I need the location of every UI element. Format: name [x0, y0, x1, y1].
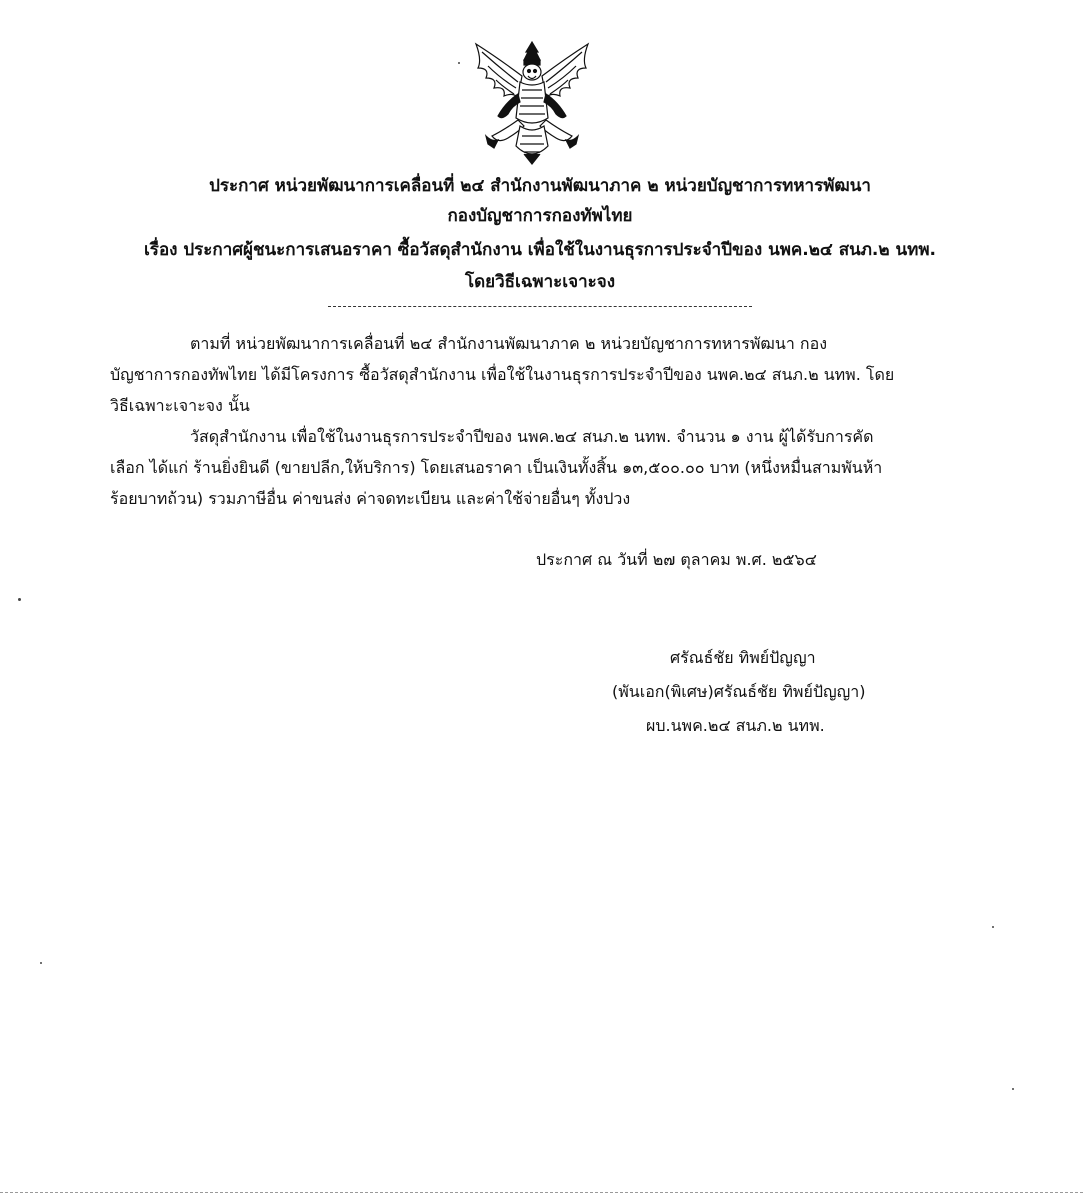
scan-edge — [0, 1192, 1083, 1193]
heading-method: โดยวิธีเฉพาะเจาะจง — [464, 272, 616, 292]
paragraph-2-line-3: ร้อยบาทถ้วน) รวมภาษีอื่น ค่าขนส่ง ค่าจดทะเบียน และค่าใช้จ่ายอื่นๆ ทั้งปวง — [110, 489, 631, 508]
heading-line-2: กองบัญชาการกองทัพไทย — [447, 206, 633, 226]
paragraph-1-line-2: บัญชาการกองทัพไทย ได้มีโครงการ ซื้อวัสดุสำนักงาน เพื่อใช้ในงานธุรการประจำปีของ นพค.๒๔ สนภ.๒ นทพ. โดย — [110, 365, 895, 384]
signatory-full-name: (พันเอก(พิเศษ)ศรัณธ์ชัย ทิพย์ปัญญา) — [612, 682, 866, 701]
signatory-position: ผบ.นพค.๒๔ สนภ.๒ นทพ. — [646, 716, 825, 735]
paragraph-2-line-2: เลือก ได้แก่ ร้านยิ่งยินดี (ขายปลีก,ให้บริการ) โดยเสนอราคา เป็นเงินทั้งสิ้น ๑๓,๕๐๐.๐๐ บาท (หนึ่งหมื่นสามพันห้า — [110, 458, 883, 477]
scan-speck — [1012, 1088, 1014, 1090]
heading-subject: เรื่อง ประกาศผู้ชนะการเสนอราคา ซื้อวัสดุสำนักงาน เพื่อใช้ในงานธุรการประจำปีของ นพค.๒๔ สนภ.๒ นทพ. — [144, 240, 936, 260]
paragraph-2-line-1: วัสดุสำนักงาน เพื่อใช้ในงานธุรการประจำปีของ นพค.๒๔ สนภ.๒ นทพ. จำนวน ๑ งาน ผู้ได้รับการคัด — [190, 427, 874, 446]
scan-speck — [992, 926, 994, 928]
heading-line-1: ประกาศ หน่วยพัฒนาการเคลื่อนที่ ๒๔ สำนักงานพัฒนาภาค ๒ หน่วยบัญชาการทหารพัฒนา — [209, 176, 871, 196]
signatory-name: ศรัณธ์ชัย ทิพย์ปัญญา — [670, 648, 816, 667]
scan-speck — [458, 62, 460, 64]
paragraph-1-line-3: วิธีเฉพาะเจาะจง นั้น — [110, 396, 250, 415]
announcement-date: ประกาศ ณ วันที่ ๒๗ ตุลาคม พ.ศ. ๒๕๖๔ — [536, 550, 817, 569]
scan-speck — [18, 598, 21, 601]
paragraph-1-line-1: ตามที่ หน่วยพัฒนาการเคลื่อนที่ ๒๔ สำนักงานพัฒนาภาค ๒ หน่วยบัญชาการทหารพัฒนา กอง — [190, 334, 827, 353]
garuda-emblem-icon — [468, 38, 596, 166]
scan-speck — [40, 962, 42, 964]
divider — [328, 306, 752, 307]
